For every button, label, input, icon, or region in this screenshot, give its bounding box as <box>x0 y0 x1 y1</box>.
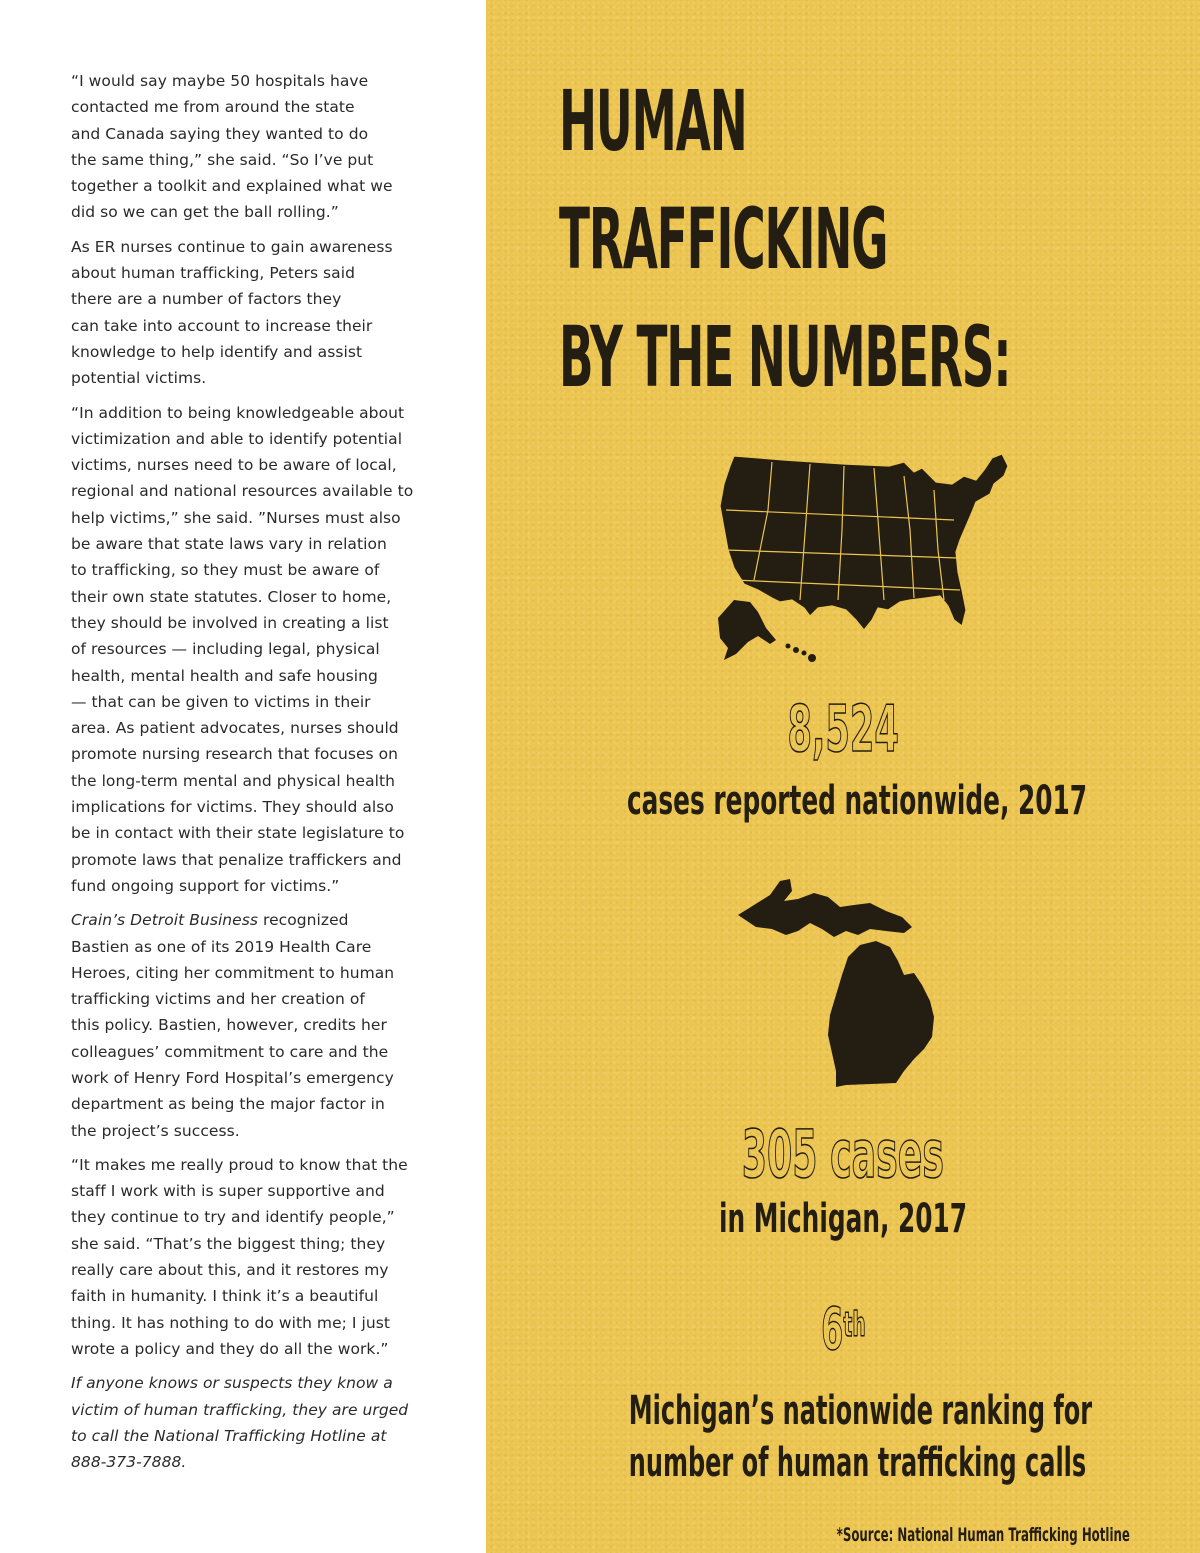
text-line: regional and national resources available to <box>71 482 414 501</box>
publication-name: Crain’s Detroit Business <box>71 911 259 930</box>
paragraph-3 <box>71 400 413 900</box>
text-line: this policy. Bastien, however, credits her <box>71 1016 387 1035</box>
text-line: really care about this, and it restores my <box>71 1261 389 1280</box>
text-line: did so we can get the ball rolling.” <box>71 203 339 222</box>
paragraph-1 <box>71 68 413 226</box>
text-line: work of Henry Ford Hospital’s emergency <box>71 1068 394 1087</box>
headline-line: BY THE NUMBERS: <box>559 308 1011 406</box>
stat-value: 305 cases <box>741 1116 945 1193</box>
text-line: and Canada saying they wanted to do <box>71 124 369 143</box>
text-line: victim of human trafficking, they are urged <box>71 1400 409 1419</box>
text-line: If anyone knows or suspects they know a <box>71 1374 393 1393</box>
infographic-headline <box>559 62 1179 416</box>
text-line: promote laws that penalize traffickers and <box>71 850 402 869</box>
stat-nationwide-value <box>486 692 1200 768</box>
text-line: area. As patient advocates, nurses should <box>71 719 399 738</box>
stat-caption: cases reported nationwide, 2017 <box>626 778 1088 824</box>
text-line: victimization and able to identify potential <box>71 429 403 448</box>
stat-value: 8,524 <box>787 693 899 767</box>
text-line: to trafficking, so they must be aware of <box>71 561 380 580</box>
text-line: help victims,” she said. ”Nurses must also <box>71 508 401 527</box>
text-line: about human trafficking, Peters said <box>71 264 355 283</box>
text-line: health, mental health and safe housing <box>71 666 378 685</box>
text-line: the long-term mental and physical health <box>71 771 396 790</box>
ranking-caption <box>486 1385 1200 1489</box>
text-line: potential victims. <box>71 369 207 388</box>
text-line: together a toolkit and explained what we <box>71 177 393 196</box>
text-line: — that can be given to victims in their <box>71 692 371 711</box>
text-line: be in contact with their state legislature to <box>71 824 405 843</box>
text-fragment: recognized <box>258 911 349 930</box>
ranking-value <box>486 1295 1200 1363</box>
text-line: the same thing,” she said. “So I’ve put <box>71 150 374 169</box>
text-line: they continue to try and identify people,” <box>71 1208 395 1227</box>
stat-michigan-caption <box>486 1196 1200 1242</box>
text-line: Heroes, citing her commitment to human <box>71 963 395 982</box>
text-line: thing. It has nothing to do with me; I just <box>71 1313 390 1332</box>
paragraph-5 <box>71 1152 413 1362</box>
rank-suffix: th <box>842 1305 866 1345</box>
infographic-panel <box>486 0 1200 1553</box>
rank-number: 6 <box>820 1295 843 1363</box>
text-line: can take into account to increase their <box>71 316 373 335</box>
text-line: department as being the major factor in <box>71 1095 385 1114</box>
hotline-note <box>71 1370 413 1475</box>
hotline-number: 888-373-7888. <box>71 1453 187 1472</box>
article-column <box>0 0 486 1553</box>
text-line: wrote a policy and they do all the work.” <box>71 1339 389 1358</box>
stat-caption: in Michigan, 2017 <box>718 1196 968 1242</box>
text-line <box>71 907 413 933</box>
text-line: be aware that state laws vary in relation <box>71 535 387 554</box>
text-line: “I would say maybe 50 hospitals have <box>71 72 369 90</box>
text-line: “It makes me really proud to know that the <box>71 1155 408 1174</box>
text-line: contacted me from around the state <box>71 98 355 117</box>
text-line: they should be involved in creating a list <box>71 613 389 632</box>
paragraph-2 <box>71 234 413 392</box>
text-line: their own state statutes. Closer to home, <box>71 587 392 606</box>
text-line: faith in humanity. I think it’s a beautiful <box>71 1287 379 1306</box>
caption-line: number of human trafficking calls <box>628 1440 1087 1486</box>
text-line: to call the National Trafficking Hotline at <box>71 1426 387 1445</box>
caption-line: Michigan’s nationwide ranking for <box>628 1388 1093 1434</box>
text-line: the project’s success. <box>71 1121 240 1140</box>
text-line: victims, nurses need to be aware of local, <box>71 456 397 475</box>
united-states-map-icon <box>714 450 1014 670</box>
text-line: “In addition to being knowledgeable about <box>71 403 405 422</box>
stat-nationwide-caption <box>486 778 1200 824</box>
text-line: knowledge to help identify and assist <box>71 342 363 361</box>
article-body <box>71 68 413 1483</box>
michigan-map-icon <box>736 875 956 1090</box>
stat-michigan-value <box>486 1118 1200 1192</box>
headline-line: TRAFFICKING <box>559 190 888 288</box>
text-line: As ER nurses continue to gain awareness <box>71 237 393 256</box>
source-note: *Source: National Human Trafficking Hotline <box>836 1524 1130 1546</box>
text-line: trafficking victims and her creation of <box>71 990 365 1009</box>
text-line: promote nursing research that focuses on <box>71 745 399 764</box>
text-line: of resources — including legal, physical <box>71 640 380 659</box>
text-line: there are a number of factors they <box>71 290 342 309</box>
text-line: she said. “That’s the biggest thing; they <box>71 1234 386 1253</box>
text-line: colleagues’ commitment to care and the <box>71 1042 389 1061</box>
paragraph-4 <box>71 907 413 1144</box>
headline-line: HUMAN <box>559 72 747 170</box>
text-line: Bastien as one of its 2019 Health Care <box>71 937 372 956</box>
text-line: staff I work with is super supportive and <box>71 1182 385 1201</box>
text-line: implications for victims. They should also <box>71 798 394 817</box>
text-line: fund ongoing support for victims.” <box>71 876 340 895</box>
